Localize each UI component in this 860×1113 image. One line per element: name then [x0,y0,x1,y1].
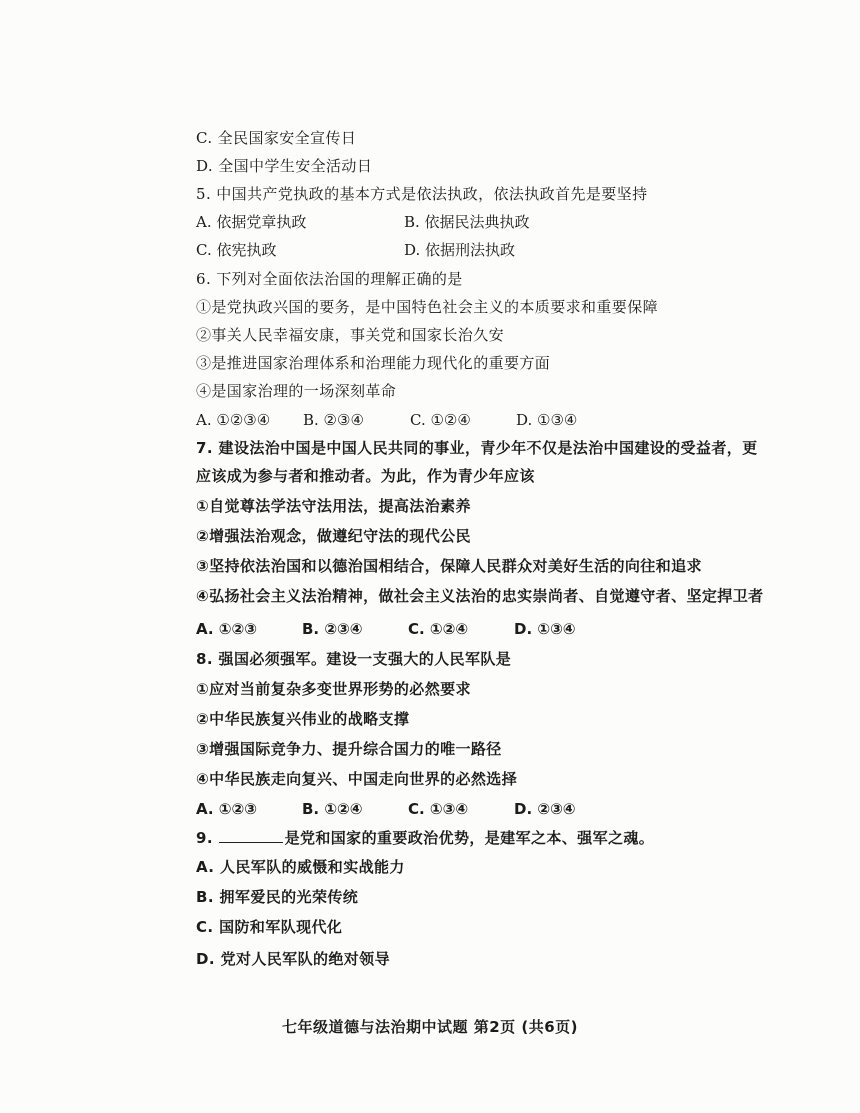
question-7-line-1: 7. 建设法治中国是中国人民共同的事业，青少年不仅是法治中国建设的受益者，更 [196,439,758,457]
q7-option-d: D. ①③④ [514,620,576,638]
q8-option-c: C. ①③④ [408,800,469,818]
q9-option-d: D. 党对人民军队的绝对领导 [196,950,390,968]
q6-option-d: D. ①③④ [516,411,578,429]
q8-statement-4: ④中华民族走向复兴、中国走向世界的必然选择 [196,770,518,788]
q6-statement-2: ②事关人民幸福安康，事关党和国家长治久安 [196,326,505,344]
q5-option-d: D. 依据刑法执政 [404,241,516,259]
question-9 [196,828,654,847]
q6-statement-1: ①是党执政兴国的要务，是中国特色社会主义的本质要求和重要保障 [196,298,659,316]
q9-option-a: A. 人民军队的威慑和实战能力 [196,858,405,876]
q7-option-c: C. ①②④ [408,620,469,638]
q7-statement-2: ②增强法治观念，做遵纪守法的现代公民 [196,527,471,545]
q5-option-a: A. 依据党章执政 [196,213,307,231]
page-footer: 七年级道德与法治期中试题 第2页 (共6页) [281,1018,579,1036]
q8-statement-1: ①应对当前复杂多变世界形势的必然要求 [196,680,471,698]
q4-option-d: D. 全国中学生安全活动日 [196,157,373,175]
q7-option-a: A. ①②③ [196,620,257,638]
q4-option-c: C. 全民国家安全宣传日 [196,129,357,147]
q6-option-a: A. ①②③④ [196,411,271,429]
question-7-line-2: 应该成为参与者和推动者。为此，作为青少年应该 [196,467,535,485]
q6-option-c: C. ①②④ [410,411,471,429]
q7-statement-3: ③坚持依法治国和以德治国相结合，保障人民群众对美好生活的向往和追求 [196,557,702,575]
q7-statement-4: ④弘扬社会主义法治精神，做社会主义法治的忠实崇尚者、自觉遵守者、坚定捍卫者 [196,587,764,605]
q9-number: 9. [196,829,213,847]
q8-statement-3: ③增强国际竞争力、提升综合国力的唯一路径 [196,740,502,758]
q6-option-b: B. ②③④ [303,411,364,429]
question-8: 8. 强国必须强军。建设一支强大的人民军队是 [196,650,512,668]
q7-option-b: B. ②③④ [302,620,363,638]
q6-statement-4: ④是国家治理的一场深刻革命 [196,382,397,400]
q6-statement-3: ③是推进国家治理体系和治理能力现代化的重要方面 [196,354,551,372]
q9-option-b: B. 拥军爱民的光荣传统 [196,888,359,906]
q8-option-a: A. ①②③ [196,800,257,818]
q8-option-d: D. ②③④ [514,800,576,818]
question-5: 5. 中国共产党执政的基本方式是依法执政，依法执政首先是要坚持 [196,185,648,203]
q8-option-b: B. ①②④ [302,800,363,818]
question-6: 6. 下列对全面依法治国的理解正确的是 [196,270,463,288]
q9-option-c: C. 国防和军队现代化 [196,918,343,936]
q5-option-c: C. 依宪执政 [196,241,277,259]
q9-text: 是党和国家的重要政治优势，是建军之本、强军之魂。 [284,829,655,847]
q8-statement-2: ②中华民族复兴伟业的战略支撑 [196,710,410,728]
q7-statement-1: ①自觉尊法学法守法用法，提高法治素养 [196,497,471,515]
q9-blank [219,828,283,843]
q5-option-b: B. 依据民法典执政 [404,213,530,231]
